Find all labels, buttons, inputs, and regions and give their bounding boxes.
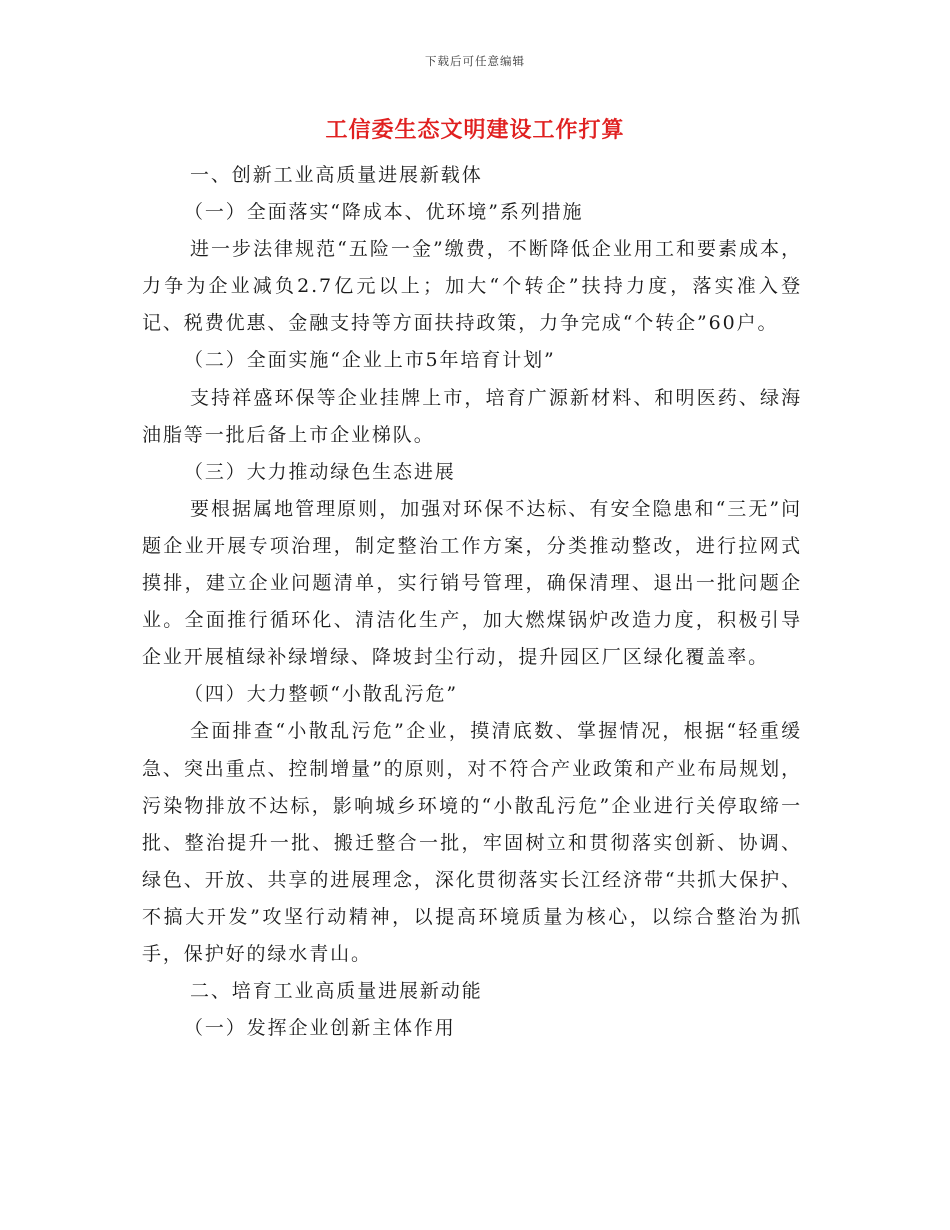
subsection-heading-1-4: （四）大力整顿“小散乱污危” bbox=[184, 683, 459, 706]
subsection-heading-2-1: （一）发挥企业创新主体作用 bbox=[184, 1017, 456, 1040]
section-heading-1: 一、创新工业高质量进展新载体 bbox=[190, 164, 483, 186]
document-body bbox=[142, 157, 802, 1047]
document-title: 工信委生态文明建设工作打算 bbox=[325, 118, 625, 143]
paragraph-1-3: 要根据属地管理原则，加强对环保不达标、有安全隐患和“三无”问题企业开展专项治理，制定整治工作方案，分类推动整改，进行拉网式摸排，建立企业问题清单，实行销号管理，确保清理、退出一批问题企业。全面推行循环化、清洁化生产，加大燃煤锅炉改造力度，积极引导企业开展植绿补绿增绿、降坡封尘行动，提升园区厂区绿化覆盖率。 bbox=[142, 497, 802, 669]
section-heading-2: 二、培育工业高质量进展新动能 bbox=[190, 980, 483, 1003]
subsection-heading-1-3: （三）大力推动绿色生态进展 bbox=[184, 460, 456, 483]
subsection-heading-1-1: （一）全面落实“降成本、优环境”系列措施 bbox=[184, 201, 584, 224]
page-header: 下载后可任意编辑 bbox=[425, 54, 525, 68]
paragraph-1-2: 支持祥盛环保等企业挂牌上市，培育广源新材料、和明医药、绿海油脂等一批后备上市企业梯队。 bbox=[142, 386, 802, 446]
paragraph-1-1: 进一步法律规范“五险一金”缴费，不断降低企业用工和要素成本，力争为企业减负2.7亿元以上；加大“个转企”扶持力度，落实准入登记、税费优惠、金融支持等方面扶持政策，力争完成“个转企”60户。 bbox=[142, 238, 802, 335]
paragraph-1-4: 全面排查“小散乱污危”企业，摸清底数、掌握情况，根据“轻重缓急、突出重点、控制增量”的原则，对不符合产业政策和产业布局规划，污染物排放不达标，影响城乡环境的“小散乱污危”企业进行关停取缔一批、整治提升一批、搬迁整合一批，牢固树立和贯彻落实创新、协调、绿色、开放、共享的进展理念，深化贯彻落实长江经济带“共抓大保护、不搞大开发”攻坚行动精神，以提高环境质量为核心，以综合整治为抓手，保护好的绿水青山。 bbox=[142, 720, 802, 965]
subsection-heading-1-2: （二）全面实施“企业上市5年培育计划” bbox=[184, 349, 556, 372]
